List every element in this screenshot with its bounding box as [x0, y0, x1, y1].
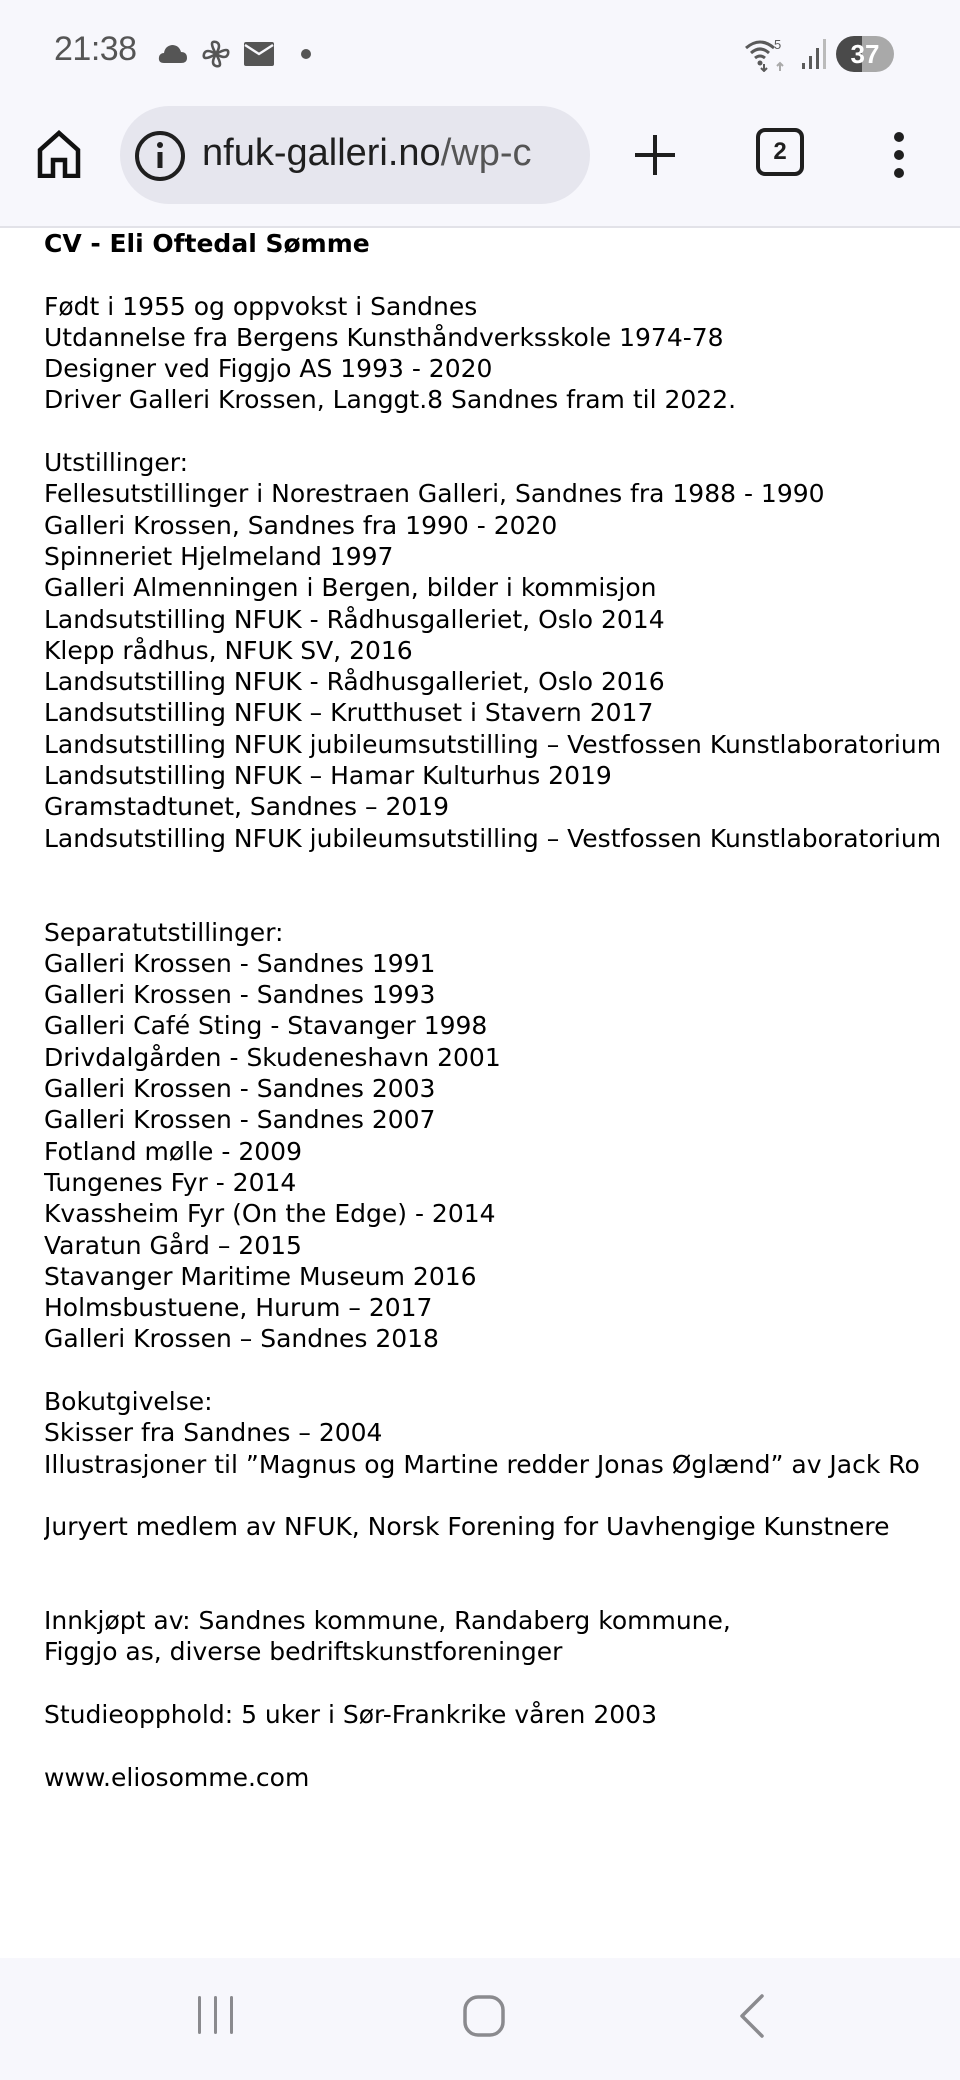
list-item: Skisser fra Sandnes – 2004	[44, 1418, 383, 1448]
spacer	[44, 1355, 960, 1386]
list-item: Kvassheim Fyr (On the Edge) - 2014	[44, 1199, 496, 1229]
list-item: Klepp rådhus, NFUK SV, 2016	[44, 635, 413, 665]
svg-text:5: 5	[774, 37, 782, 52]
spacer	[44, 1480, 960, 1511]
list-item: Galleri Café Sting - Stavanger 1998	[44, 1011, 488, 1041]
list-item: Varatun Gård – 2015	[44, 1230, 302, 1260]
spacer	[44, 1730, 960, 1761]
address-bar[interactable]	[120, 106, 590, 204]
home-button[interactable]	[36, 130, 84, 186]
spacer	[44, 1542, 960, 1573]
spacer	[44, 416, 960, 447]
home-icon	[36, 130, 82, 178]
section-heading: Separatutstillinger:	[44, 917, 284, 947]
list-item: Fotland mølle - 2009	[44, 1136, 302, 1166]
url-text[interactable]	[202, 132, 531, 175]
list-item: Illustrasjoner til ”Magnus og Martine redder Jonas Øglænd” av Jack Ro	[44, 1449, 920, 1479]
page-content	[44, 228, 960, 1793]
list-item: Galleri Krossen - Sandnes 2003	[44, 1074, 436, 1104]
bio-line: Driver Galleri Krossen, Langgt.8 Sandnes fram til 2022.	[44, 385, 737, 415]
notification-icons	[158, 38, 314, 70]
dot-icon	[286, 48, 314, 60]
list-item: Holmsbustuene, Hurum – 2017	[44, 1293, 433, 1323]
plus-icon	[630, 130, 680, 180]
list-item: Landsutstilling NFUK jubileumsutstilling – Vestfossen Kunstlaboratorium	[44, 729, 942, 759]
battery-indicator	[836, 36, 894, 72]
list-item: Galleri Krossen - Sandnes 2007	[44, 1105, 436, 1135]
pinwheel-icon	[200, 38, 232, 70]
section-heading: Bokutgivelse:	[44, 1386, 213, 1416]
list-item: Spinneriet Hjelmeland 1997	[44, 541, 394, 571]
list-item: Landsutstilling NFUK jubileumsutstilling – Vestfossen Kunstlaboratorium	[44, 823, 942, 853]
website-link[interactable]: www.eliosomme.com	[44, 1762, 310, 1792]
solo-exhibitions-section	[44, 917, 960, 1355]
more-vert-icon	[884, 128, 914, 184]
list-item: Landsutstilling NFUK - Rådhusgalleriet, Oslo 2016	[44, 667, 665, 697]
list-item: Landsutstilling NFUK – Hamar Kulturhus 2019	[44, 761, 612, 791]
nav-home-button[interactable]	[462, 1994, 506, 2038]
spacer	[44, 885, 960, 916]
purchased-by-section	[44, 1605, 960, 1668]
browser-toolbar	[0, 100, 960, 228]
spacer	[44, 259, 960, 290]
spacer	[44, 854, 960, 885]
purchased-by-line: Innkjøpt av: Sandnes kommune, Randaberg kommune,	[44, 1606, 731, 1636]
back-icon	[736, 1994, 768, 2038]
wifi-icon	[744, 36, 790, 72]
list-item: Tungenes Fyr - 2014	[44, 1167, 297, 1197]
back-button[interactable]	[736, 1994, 768, 2038]
bio-section	[44, 291, 960, 416]
list-item: Galleri Krossen – Sandnes 2018	[44, 1324, 439, 1354]
section-heading: Utstillinger:	[44, 448, 189, 478]
list-item: Gramstadtunet, Sandnes – 2019	[44, 792, 450, 822]
spacer	[44, 1668, 960, 1699]
signal-icon	[800, 37, 826, 71]
membership-text: Juryert medlem av NFUK, Norsk Forening for Uavhengige Kunstnere	[44, 1512, 890, 1542]
status-bar	[0, 0, 960, 100]
page-title: CV - Eli Oftedal Sømme	[44, 229, 370, 258]
url-domain: nfuk-galleri.no	[202, 132, 441, 174]
tab-count: 2	[773, 138, 787, 165]
list-item: Galleri Almenningen i Bergen, bilder i kommisjon	[44, 573, 657, 603]
tab-switcher-button[interactable]	[756, 128, 804, 176]
exhibitions-section	[44, 447, 960, 854]
more-menu-button[interactable]	[884, 128, 914, 184]
status-time: 21:38	[54, 30, 137, 68]
cloud-icon	[158, 43, 188, 65]
list-item: Galleri Krossen - Sandnes 1991	[44, 948, 436, 978]
recent-apps-button[interactable]	[196, 1994, 236, 2038]
list-item: Stavanger Maritime Museum 2016	[44, 1261, 477, 1291]
system-icons	[744, 36, 894, 72]
tab-switcher-icon	[756, 128, 804, 176]
spacer	[44, 1574, 960, 1605]
list-item: Galleri Krossen - Sandnes 1993	[44, 980, 436, 1010]
home-icon	[462, 1994, 506, 2038]
system-nav-bar	[0, 1958, 960, 2080]
list-item: Landsutstilling NFUK - Rådhusgalleriet, Oslo 2014	[44, 604, 665, 634]
study-stay-text: Studieopphold: 5 uker i Sør-Frankrike våren 2003	[44, 1699, 657, 1729]
battery-level: 37	[850, 38, 880, 69]
bio-line: Designer ved Figgjo AS 1993 - 2020	[44, 354, 493, 384]
list-item: Fellesutstillinger i Norestraen Galleri, Sandnes fra 1988 - 1990	[44, 479, 825, 509]
recent-apps-icon	[196, 1994, 236, 2038]
bio-line: Født i 1955 og oppvokst i Sandnes	[44, 291, 478, 321]
info-icon[interactable]	[134, 130, 186, 182]
mail-icon	[244, 42, 274, 66]
bio-line: Utdannelse fra Bergens Kunsthåndverksskole 1974-78	[44, 322, 724, 352]
list-item: Drivdalgården - Skudeneshavn 2001	[44, 1042, 501, 1072]
new-tab-button[interactable]	[630, 130, 680, 180]
list-item: Galleri Krossen, Sandnes fra 1990 - 2020	[44, 510, 558, 540]
url-path: /wp-c	[440, 132, 532, 174]
list-item: Landsutstilling NFUK – Krutthuset i Stavern 2017	[44, 698, 654, 728]
purchased-by-line: Figgjo as, diverse bedriftskunstforeninger	[44, 1637, 563, 1667]
books-section	[44, 1386, 960, 1480]
